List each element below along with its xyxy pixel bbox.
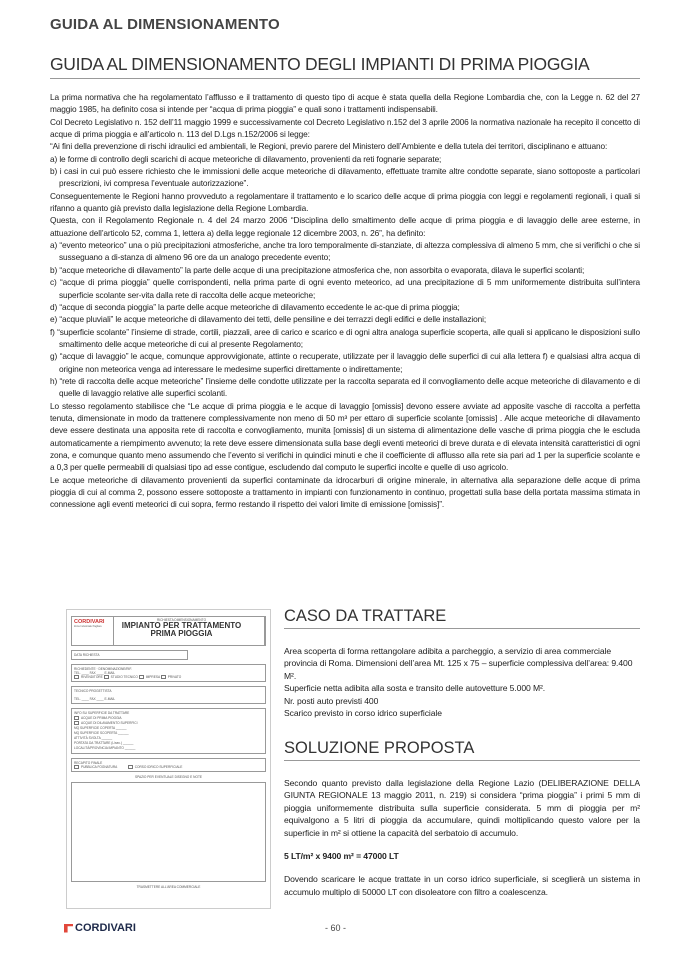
paragraph: Lo stesso regolamento stabilisce che “Le acque di prima pioggia e le acque di lavaggio [omissis] devono essere avviate ad apposite vasche di raccolta a perfetta tenuta, dimensionate in modo da trattenere complessivamente non meno di 50 m³ per ettaro di superficie scolante [omissis] . Alle acque meteoriche di dilavamento deve essere destinata una apposita rete di raccolta e convogliamento, munita [omissis] di un sistema di alimentazione delle vasche di prima pioggia che le escluda automaticamente a riempimento avvenuto; la rete deve essere dimensionata sulla base degli eventi meteorici di breve durata e di elevata intensità caratteristici di ogni zona, e comunque quanto meno assumendo che l’evento si verifichi in quindici minuti e che il coefficiente di afflusso alla rete sia pari ad 1 per la superficie scolante e a 0,3 per quelle permeabili di qualsiasi tipo ad esse contigue, escludendo dal computo le superfici incolte e quelle di uso agricolo. — [50, 400, 640, 473]
formula: 5 LT/m² x 9400 m² = 47000 LT — [284, 851, 399, 862]
caso-text: Area scoperta di forma rettangolare adibita a parcheggio, a servizio di area commerciale provincia di Roma. Dimensioni dell’area Mt. 125 x 75 – superficie complessiva dell’area: 9.400 M². Superficie netta adibita alla sosta e transito delle autovetture 5.000 M². Nr. posti auto previsti 400 Scarico previsto in corso idrico superficiale — [284, 646, 633, 719]
form-request-label: RICHIESTA DIMENSIONAMENTO — [156, 618, 207, 622]
section-title-caso: CASO DA TRATTARE — [284, 607, 640, 629]
list-item: g) “acque di lavaggio” le acque, comunque approvvigionate, attinte o recuperate, utilizzate per il lavaggio delle superfici di cui alla lettera f) e qualsiasi altra acqua di origine non meteorica venga ad interessare le medesime superfici direttamente o indirettamente; — [50, 351, 640, 374]
form-notes-area — [71, 782, 266, 882]
main-body — [50, 91, 640, 511]
paragraph: Col Decreto Legislativo n. 152 dell’11 maggio 1999 e successivamente col Decreto Legislativo n.152 del 3 aprile 2006 la normativa nazionale ha recepito il concetto di acque di prima pioggia e all’articolo n. 113 del D.Lgs n.152/2006 si legge: — [50, 116, 640, 140]
list-item: b) “acque meteoriche di dilavamento” la parte delle acque di una precipitazione atmosferica che, non assorbita o evaporata, dilava le superfici scolanti; — [50, 264, 585, 275]
paragraph: “Ai fini della prevenzione di rischi idraulici ed ambientali, le Regioni, previo parere del Ministero dell’Ambiente e della tutela dei territori, disciplinano e attuano: — [50, 141, 608, 152]
form-info: INFO SU SUPERFICIE DA TRATTARE ACQUE DI PRIMA PIOGGIA ACQUE DI DILAVAMENTO SUPERFICI MQ SUPERFICIE COPERTA ______ MQ SUPERFICIE SCOPERTA ______ ATTIVITÀ SVOLTA ______ PORTATA DA TRATTARE (L/sec.) ______ LOCALITÀ/PROVINCIA IMPIANTO ______ — [71, 708, 266, 754]
form-tech: TECNICO PROGETTISTA TEL. ____ FAX ____ E-MAIL — [71, 686, 266, 704]
list-item: a) le forme di controllo degli scarichi di acque meteoriche di dilavamento, provenienti da reti fognarie separate; — [50, 153, 442, 164]
request-form-image — [66, 609, 271, 909]
page-number: - 60 - — [325, 923, 347, 933]
footer-logo: CORDIVARI — [64, 922, 136, 934]
page-title: GUIDA AL DIMENSIONAMENTO DEGLI IMPIANTI DI PRIMA PIOGGIA — [50, 54, 640, 79]
list-item: f) “superficie scolante” l’insieme di strade, cortili, piazzali, aree di carico e scarico e di ogni altra analoga superficie scoperta, alle quali si applicano le disposizioni sullo smaltimento delle acque meteoriche di cui al presente Regolamento; — [50, 326, 640, 349]
form-date: DATA RICHIESTA — [71, 650, 188, 660]
list-item: c) “acque di prima pioggia” quelle corrispondenti, nella prima parte di ogni evento meteorico, ad una precipitazione di 5 mm uniformemente distribuita sull’intera superficie scolante ser-vita dalla rete di raccolta delle acque meteoriche; — [50, 277, 640, 300]
paragraph: La prima normativa che ha regolamentato l’afflusso e il trattamento di questo tipo di acque è stata quella della Regione Lombardia che, con la Legge n. 62 del 27 maggio 1985, ha definito cosa si intende per “acqua di prima pioggia” e quali sono i trattamenti indispensabili. — [50, 92, 640, 115]
form-notes-label: SPAZIO PER EVENTUALE DISEGNO E NOTE — [134, 775, 203, 780]
form-title-2: PRIMA PIOGGIA — [150, 629, 213, 638]
paragraph: Conseguentemente le Regioni hanno provveduto a regolamentare il trattamento e lo scarico delle acque di prima pioggia con leggi e regolamenti regionali, i quali si rifanno a quanto già previsto dalla legislazione della Regione Lombardia. — [50, 190, 640, 214]
form-logo: CORDIVARI Zona Industriale Pagliare — [72, 617, 114, 645]
list-item: b) i casi in cui può essere richiesto che le immissioni delle acque meteoriche di dilavamento, effettuate tramite altre condotte separate, siano sottoposte a particolari prescrizioni, ivi compresa l’eventuale autorizzazione”. — [50, 166, 640, 189]
soluzione-text: Secondo quanto previsto dalla legislazione della Regione Lazio (DELIBERAZIONE DELLA GIUNTA REGIONALE 13 maggio 2011, n. 219) si considera “prima pioggia” i primi 5 mm di pioggia uniformemente distribuita sulla superficie considerata. 5 mm di pioggia per m² equivalgono a 5 litri di pioggia da accumulare, quindi moltiplicando questo valore per la superficie in m² si ottiene la capacità del serbatoio di accumulo. 5 LT/m² x 9400 m² = 47000 LT Dovendo scaricare le acque trattate in un corso idrico superficiale, si sceglierà un sistema in accumulo multiplo di 50000 LT con disoleatore con filtro a coalescenza. — [284, 778, 640, 897]
paragraph: Questa, con il Regolamento Regionale n. 4 del 24 marzo 2006 “Disciplina dello smaltimento delle acque di prima pioggia e di lavaggio delle aree esterne, in attuazione dell’articolo 52, comma 1, lettera a) della legge regionale 12 dicembre 2003, n. 26”, ha definito: — [50, 215, 640, 238]
list-item: d) “acque di seconda pioggia” la parte delle acque meteoriche di dilavamento eccedente le ac-que di prima pioggia; — [50, 301, 460, 312]
form-send-label: TRASMETTERE ALL'AREA COMMERCIALE — [136, 885, 201, 890]
section-title-soluzione: SOLUZIONE PROPOSTA — [284, 739, 640, 761]
form-requester: RICHIEDENTE · DENOMINAZIONE/RIF. TEL. ____ FAX ____ E-MAIL RIVENDITORE STUDIO TECNICO IMPRESA PRIVATO — [71, 664, 266, 682]
paragraph: Le acque meteoriche di dilavamento provenienti da superfici contaminate da idrocarburi di origine minerale, in alternativa alla separazione delle acque di prima pioggia di cui al comma 2, possono essere sottoposte a trattamento in impianti con funzionamento in continuo, progettati sulla base della portata massima stimata in connessione agli eventi meteorici di cui sopra, fermo restando il rispetto dei valori limite di emissione [omissis]”. — [50, 474, 640, 510]
logo-icon — [64, 924, 73, 933]
list-item: a) “evento meteorico” una o più precipitazioni atmosferiche, anche tra loro temporalmente di-stanziate, di altezza complessiva di almeno 5 mm, che si verifichi o che si susseguano a di-stanza di almeno 96 ore da un analogo precedente evento; — [50, 240, 640, 263]
list-item: e) “acque pluviali” le acque meteoriche di dilavamento dei tetti, delle pensiline e dei terrazzi degli edifici e delle installazioni; — [50, 314, 487, 325]
list-item: h) “rete di raccolta delle acque meteoriche” l’insieme delle condotte utilizzate per la raccolta separata ed il convogliamento delle acque meteoriche di dilavamento e di quelle di lavaggio relative alle superfici scolanti. — [50, 375, 640, 399]
form-title-1: IMPIANTO PER TRATTAMENTO — [121, 621, 242, 630]
form-recap: RECAPITO FINALE PUBBLICA FOGNATURA CORSO IDRICO SUPERFICIALE — [71, 758, 266, 772]
header-title: GUIDA AL DIMENSIONAMENTO — [50, 16, 280, 33]
